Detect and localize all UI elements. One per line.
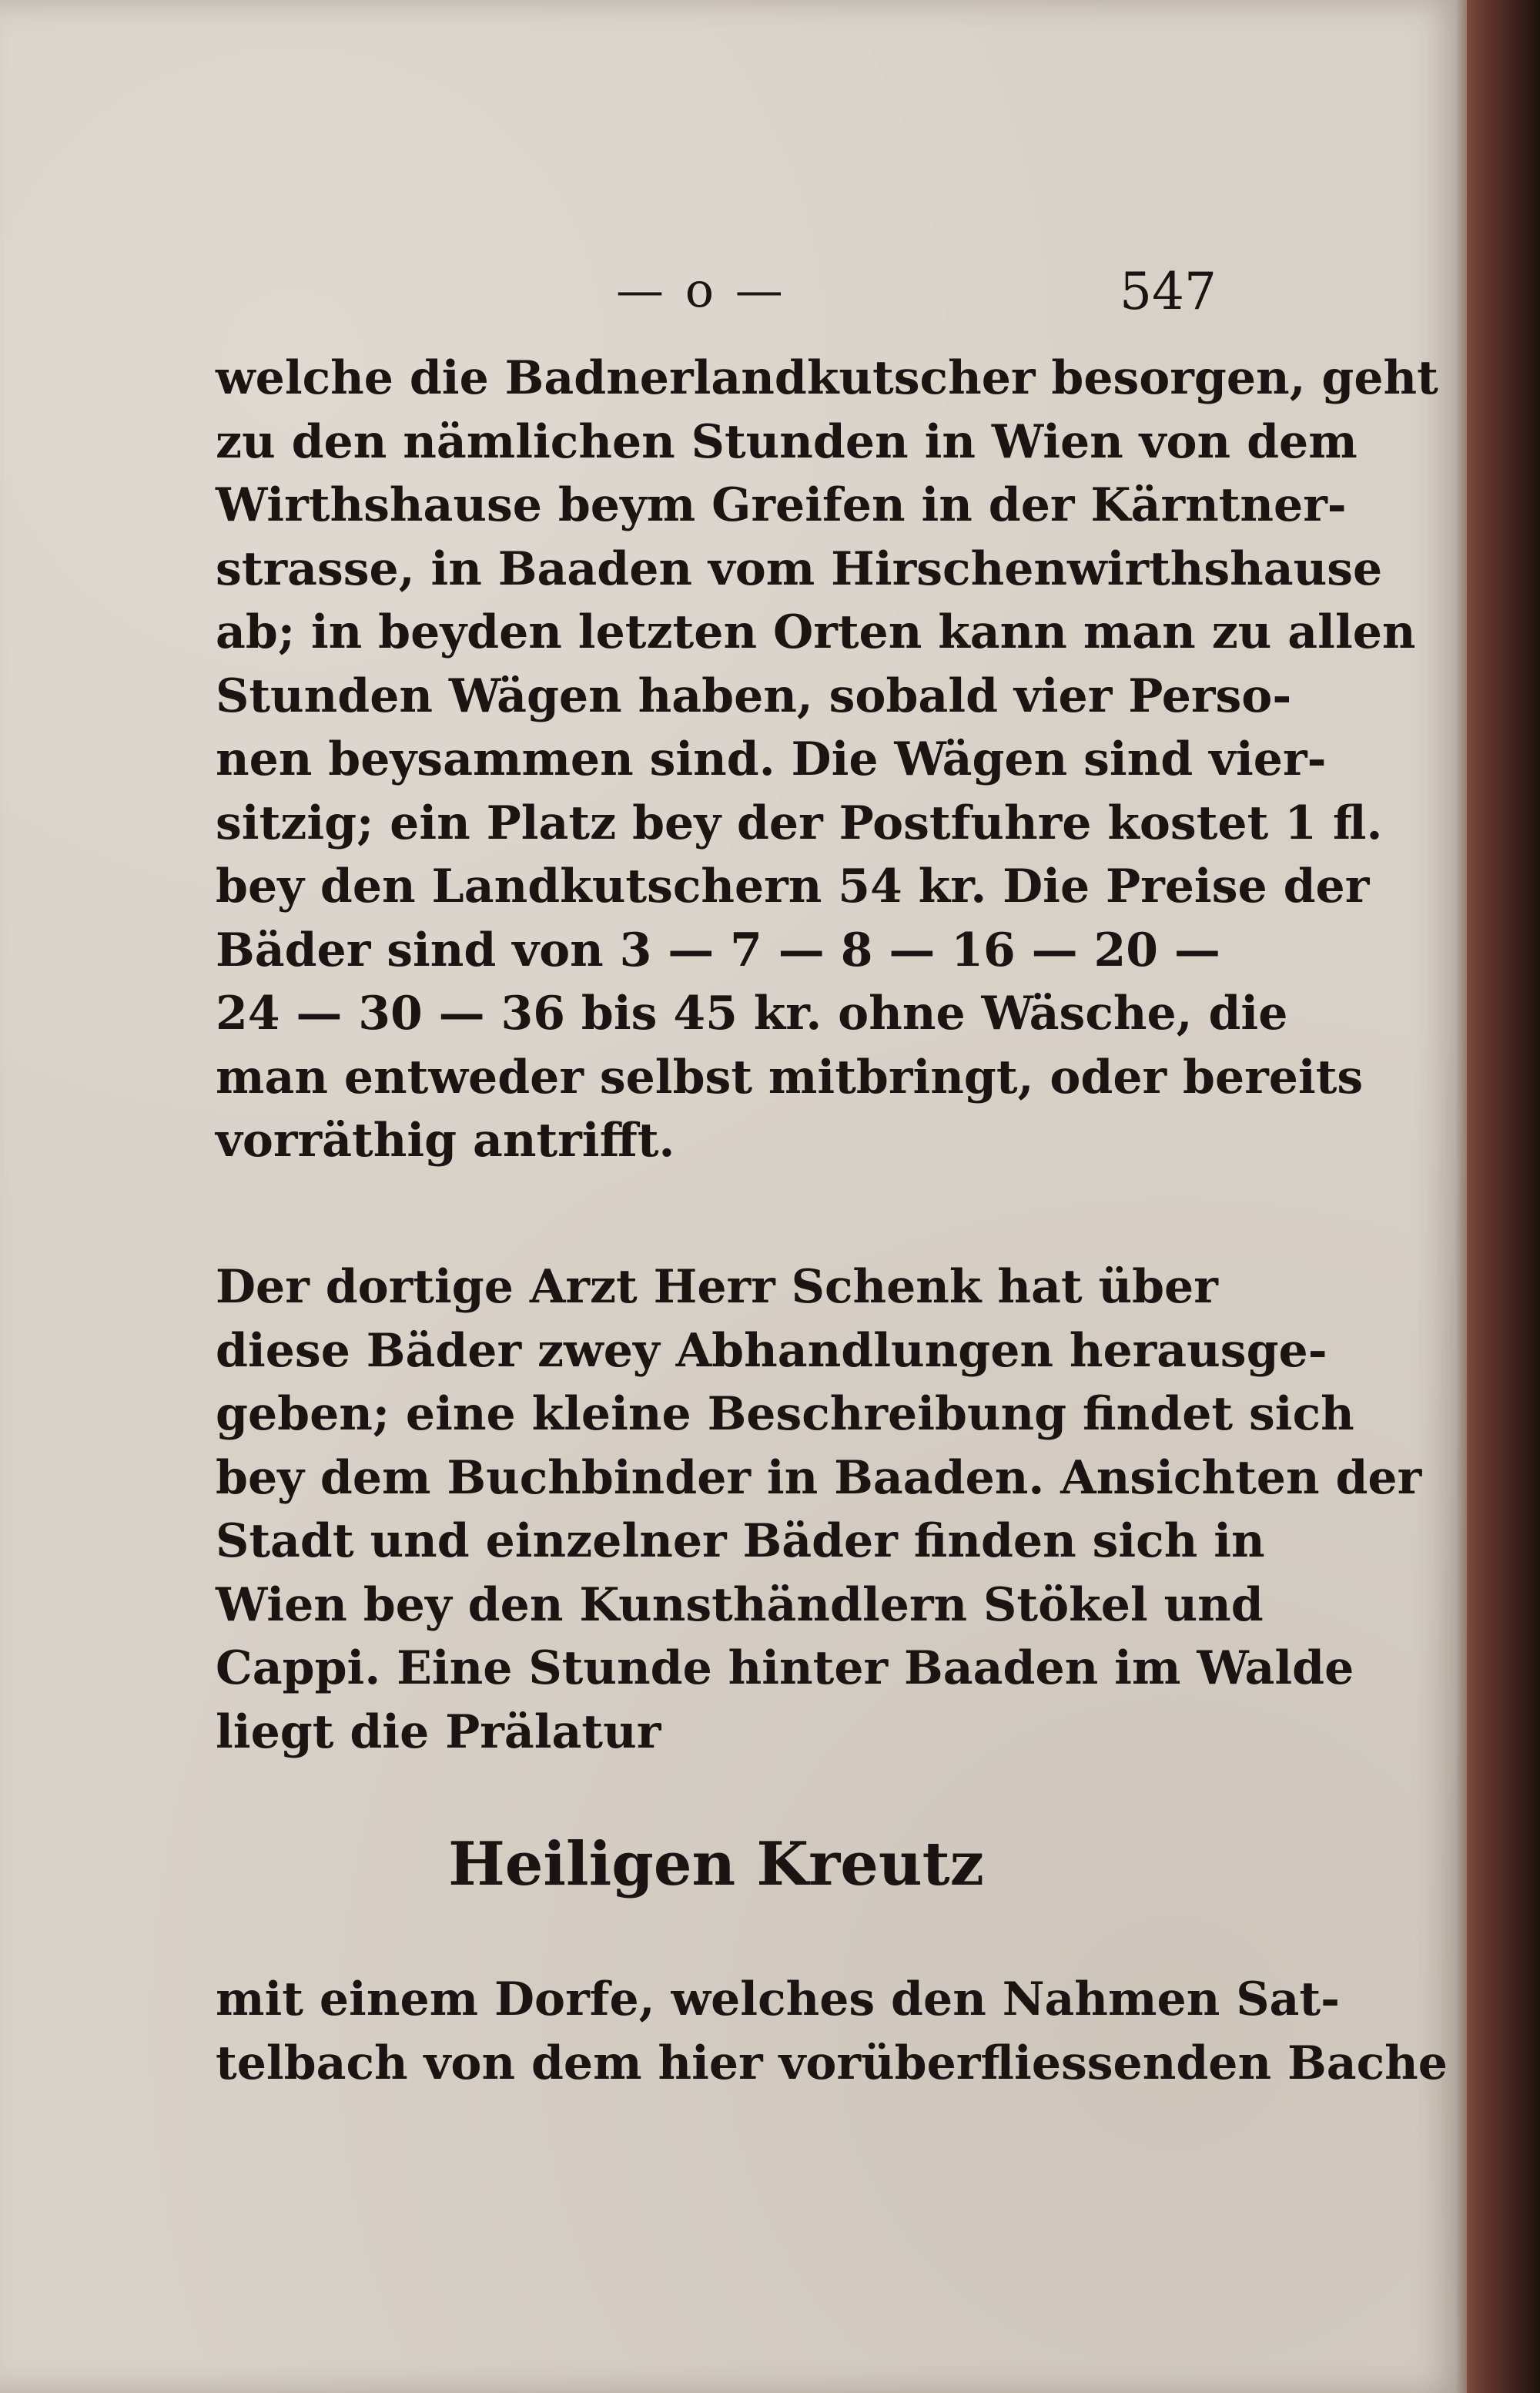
text-line: Der dortige Arzt Herr Schenk hat über	[216, 1260, 1218, 1314]
paragraph-1	[216, 347, 1438, 1173]
text-line: liegt die Prälatur	[216, 1704, 661, 1759]
book-spine	[1467, 0, 1540, 2393]
text-line: diese Bäder zwey Abhandlungen herausge-	[216, 1323, 1327, 1378]
paragraph-2	[216, 1255, 1422, 1764]
text-line: man entweder selbst mitbringt, oder bereits	[216, 1050, 1364, 1104]
text-line: geben; eine kleine Beschreibung findet sich	[216, 1387, 1354, 1441]
text-line: sitzig; ein Platz bey der Postfuhre kostet 1 fl.	[216, 796, 1383, 850]
text-line: ab; in beyden letzten Orten kann man zu allen	[216, 605, 1416, 659]
text-line: mit einem Dorfe, welches den Nahmen Sat-	[216, 1972, 1341, 2026]
text-line: bey dem Buchbinder in Baaden. Ansichten der	[216, 1450, 1422, 1505]
text-line: Bäder sind von 3 — 7 — 8 — 16 — 20 —	[216, 923, 1220, 977]
text-line: strasse, in Baaden vom Hirschenwirthshause	[216, 541, 1383, 596]
text-line: welche die Badnerlandkutscher besorgen, geht	[216, 351, 1438, 405]
text-line: Stadt und einzelner Bäder finden sich in	[216, 1514, 1265, 1568]
header-ornament: — o —	[616, 262, 786, 318]
text-line: Wien bey den Kunsthändlern Stökel und	[216, 1577, 1264, 1632]
text-line: bey den Landkutschern 54 kr. Die Preise der	[216, 860, 1370, 913]
text-line: telbach von dem hier vorüberfliessenden Bache	[216, 2036, 1448, 2090]
section-heading: Heiligen Kreutz	[448, 1829, 984, 1899]
text-line: nen beysammen sind. Die Wägen sind vier-	[216, 732, 1327, 786]
text-line: zu den nämlichen Stunden in Wien von dem	[216, 414, 1358, 469]
text-line: Stunden Wägen haben, sobald vier Perso-	[216, 669, 1292, 723]
text-line: Wirthshause beym Greifen in der Kärntner-	[216, 478, 1347, 532]
page-number: 547	[1120, 262, 1217, 321]
text-line: Cappi. Eine Stunde hinter Baaden im Walde	[216, 1641, 1354, 1695]
text-line: 24 — 30 — 36 bis 45 kr. ohne Wäsche, die	[216, 987, 1288, 1041]
page-header	[216, 262, 1217, 331]
text-line: vorräthig antrifft.	[216, 1114, 675, 1168]
paragraph-3	[216, 1968, 1448, 2095]
